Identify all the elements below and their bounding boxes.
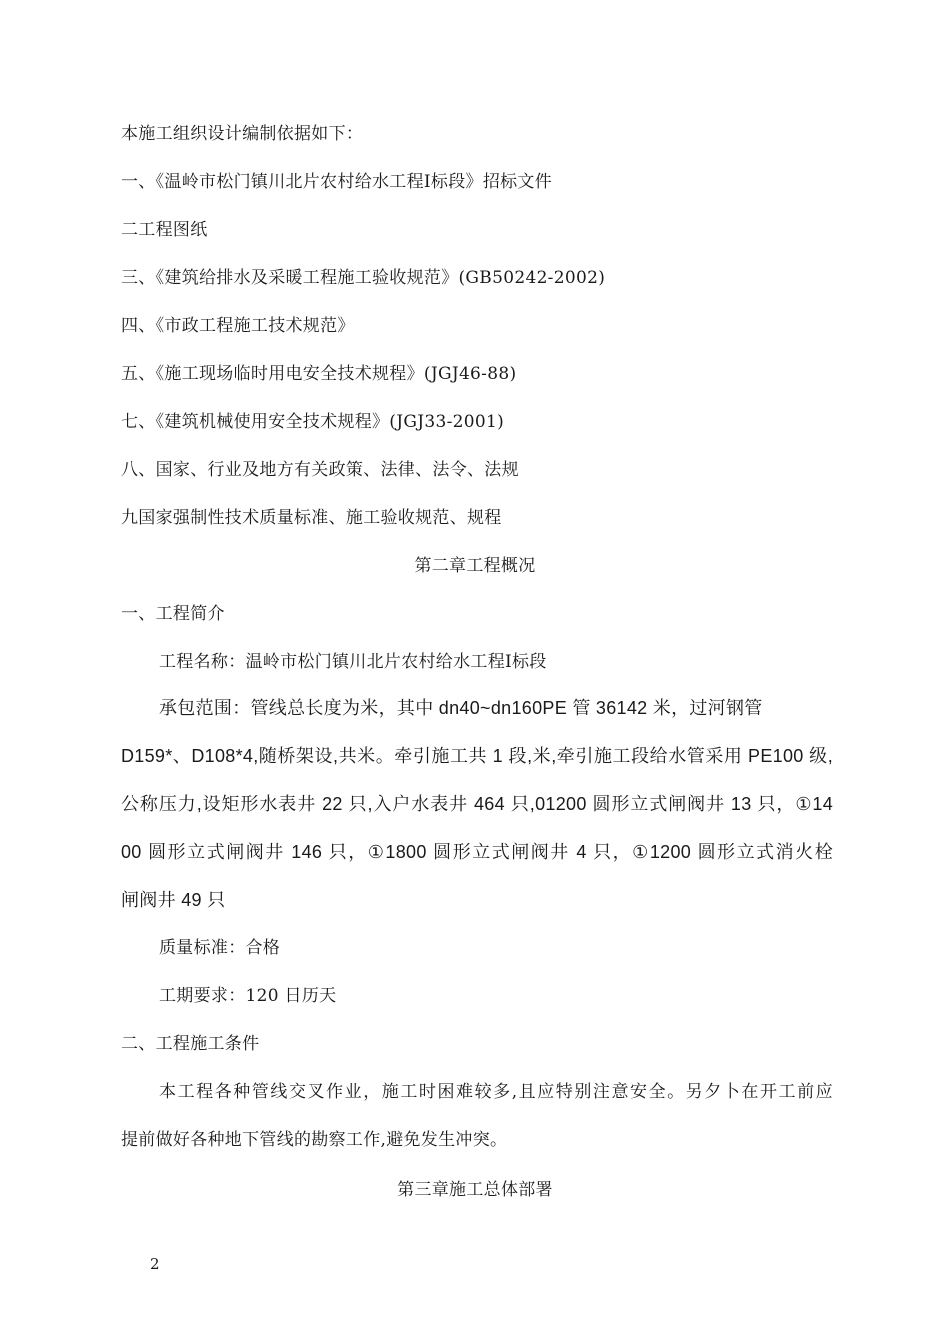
basis-intro: 本施工组织设计编制依据如下： (121, 124, 364, 144)
section1-heading: 一、工程简介 (121, 604, 225, 624)
scope-line-3: 公称压力,设矩形水表井 22 只,入户水表井 464 只,01200 圆形立式闸阀井 13 只，①14 (121, 794, 833, 814)
basis-item-5: 五、《施工现场临时用电安全技术规程》(JGJ46-88) (121, 364, 517, 384)
project-name: 工程名称：温岭市松门镇川北片农村给水工程Ⅰ标段 (159, 652, 547, 672)
quality-standard: 质量标准：合格 (159, 938, 281, 958)
scope-line-4: 00 圆形立式闸阀井 146 只，①1800 圆形立式闸阀井 4 只，①1200 圆形立式消火栓 (121, 842, 833, 862)
basis-item-1: 一、《温岭市松门镇川北片农村给水工程Ⅰ标段》招标文件 (121, 172, 553, 192)
basis-item-2: 二工程图纸 (121, 220, 208, 240)
basis-item-7: 七、《建筑机械使用安全技术规程》(JGJ33-2001) (121, 412, 505, 432)
conditions-line-2: 提前做好各种地下管线的勘察工作,避免发生冲突。 (121, 1130, 508, 1150)
scope-line-2: D159*、D108*4,随桥架设,共米。牵引施工共 1 段,米,牵引施工段给水管采用 PE100 级, (121, 746, 833, 766)
chapter3-title: 第三章施工总体部署 (397, 1180, 553, 1200)
scope-line-1: 承包范围：管线总长度为米，其中 dn40~dn160PE 管 36142 米，过河钢管 (159, 698, 763, 718)
page-number: 2 (150, 1255, 160, 1273)
basis-item-4: 四、《市政工程施工技术规范》 (121, 316, 355, 336)
scope-line-5: 闸阀井 49 只 (121, 890, 226, 910)
basis-item-8: 八、国家、行业及地方有关政策、法律、法令、法规 (121, 460, 519, 480)
basis-item-3: 三、《建筑给排水及采暖工程施工验收规范》(GB50242-2002) (121, 268, 606, 288)
basis-item-9: 九国家强制性技术质量标准、施工验收规范、规程 (121, 508, 502, 528)
section2-heading: 二、工程施工条件 (121, 1034, 260, 1054)
conditions-line-1: 本工程各种管线交叉作业，施工时困难较多,且应特别注意安全。另夕卜在开工前应 (159, 1082, 833, 1102)
duration-requirement: 工期要求：120 日历天 (159, 986, 337, 1006)
chapter2-title: 第二章工程概况 (414, 556, 536, 576)
